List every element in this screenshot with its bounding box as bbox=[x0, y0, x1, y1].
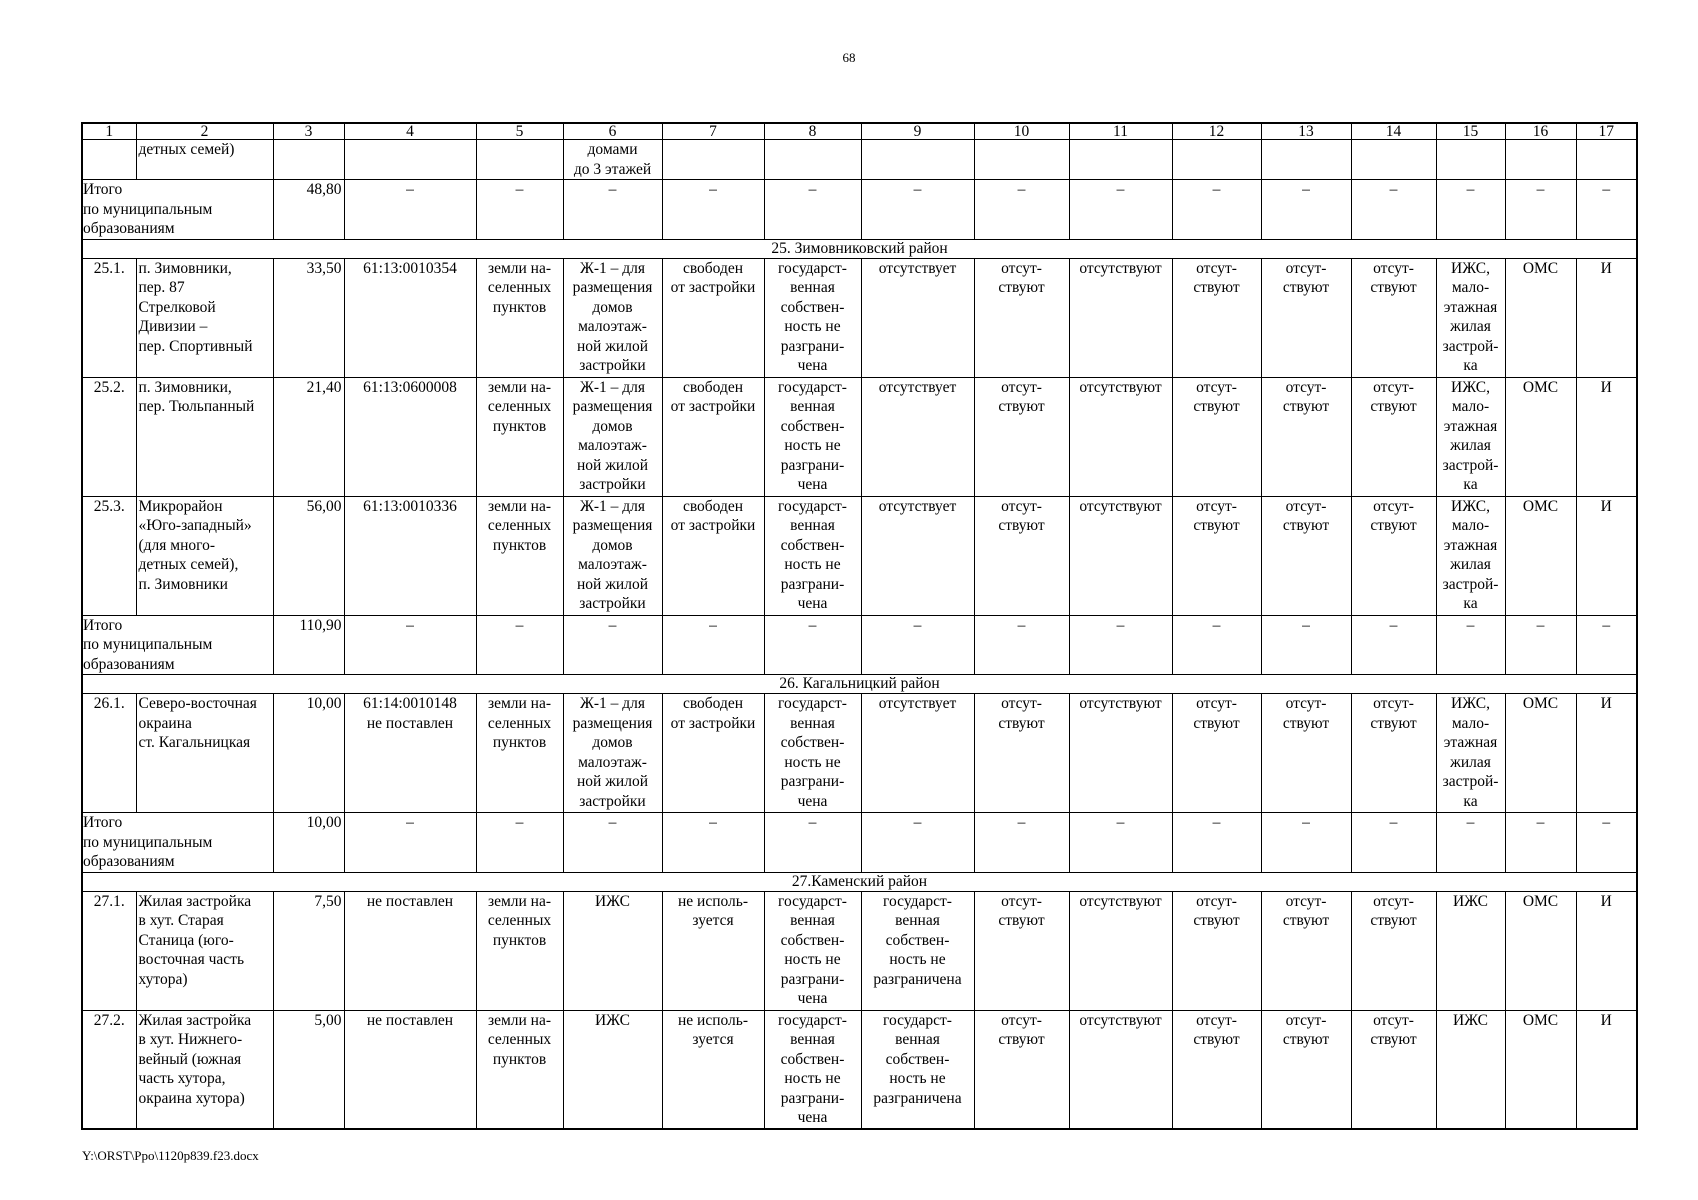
building-status: свободен от застройки bbox=[662, 377, 764, 496]
col10: отсут- ствуют bbox=[974, 258, 1069, 377]
col17: И bbox=[1576, 891, 1637, 1010]
section-title: 26. Кагальницкий район bbox=[82, 675, 1637, 694]
col-header: 15 bbox=[1436, 123, 1505, 140]
dash: – bbox=[1172, 615, 1261, 675]
table-row bbox=[82, 891, 1637, 1010]
page-number: 68 bbox=[842, 50, 856, 65]
col9: государст- венная собствен- ность не разграничена bbox=[861, 891, 974, 1010]
land-category: земли на- селенных пунктов bbox=[476, 377, 563, 496]
col14: отсут- ствуют bbox=[1351, 1010, 1436, 1129]
ownership: государст- венная собствен- ность не разграни- чена bbox=[764, 694, 861, 813]
col9: отсутствует bbox=[861, 258, 974, 377]
total-area: 110,90 bbox=[273, 615, 344, 675]
dash: – bbox=[476, 180, 563, 240]
section-title: 27.Каменский район bbox=[82, 872, 1637, 891]
dash: – bbox=[1505, 180, 1576, 240]
section-title: 25. Зимовниковский район bbox=[82, 239, 1637, 258]
zone-cell: ИЖС bbox=[563, 891, 662, 1010]
area: 33,50 bbox=[273, 258, 344, 377]
ownership: государст- венная собствен- ность не разграни- чена bbox=[764, 258, 861, 377]
use-type: ИЖС, мало- этажная жилая застрой- ка bbox=[1436, 258, 1505, 377]
col9: государст- венная собствен- ность не разграничена bbox=[861, 1010, 974, 1129]
col11: отсутствуют bbox=[1069, 258, 1172, 377]
col10: отсут- ствуют bbox=[974, 377, 1069, 496]
plot-name: детных семей) bbox=[136, 140, 273, 180]
zone-cell: ИЖС bbox=[563, 1010, 662, 1129]
col17: И bbox=[1576, 496, 1637, 615]
dash: – bbox=[861, 615, 974, 675]
table-row bbox=[82, 1010, 1637, 1129]
section-row bbox=[82, 872, 1637, 891]
zone-cell: Ж-1 – для размещения домов малоэтаж- ной жилой застройки bbox=[563, 694, 662, 813]
col10: отсут- ствуют bbox=[974, 694, 1069, 813]
col13: отсут- ствуют bbox=[1261, 496, 1351, 615]
row-number: 26.1. bbox=[82, 694, 136, 813]
land-plots-table bbox=[81, 122, 1638, 1130]
ownership: государст- венная собствен- ность не разграни- чена bbox=[764, 891, 861, 1010]
col14: отсут- ствуют bbox=[1351, 496, 1436, 615]
total-row bbox=[82, 615, 1637, 675]
dash: – bbox=[764, 180, 861, 240]
col-header: 6 bbox=[563, 123, 662, 140]
col-header: 7 bbox=[662, 123, 764, 140]
col-header: 8 bbox=[764, 123, 861, 140]
row-number: 25.1. bbox=[82, 258, 136, 377]
total-row bbox=[82, 813, 1637, 873]
ownership: государст- венная собствен- ность не разграни- чена bbox=[764, 1010, 861, 1129]
col12: отсут- ствуют bbox=[1172, 496, 1261, 615]
table-row bbox=[82, 258, 1637, 377]
col12: отсут- ствуют bbox=[1172, 258, 1261, 377]
col13: отсут- ствуют bbox=[1261, 1010, 1351, 1129]
authority: ОМС bbox=[1505, 891, 1576, 1010]
row-number: 25.3. bbox=[82, 496, 136, 615]
col13: отсут- ствуют bbox=[1261, 258, 1351, 377]
col9: отсутствует bbox=[861, 377, 974, 496]
area: 10,00 bbox=[273, 694, 344, 813]
dash: – bbox=[1261, 180, 1351, 240]
dash: – bbox=[1172, 813, 1261, 873]
cadastral-number: не поставлен bbox=[344, 891, 476, 1010]
dash: – bbox=[662, 813, 764, 873]
col11: отсутствуют bbox=[1069, 377, 1172, 496]
dash: – bbox=[1351, 615, 1436, 675]
col17: И bbox=[1576, 377, 1637, 496]
cadastral-number: не поставлен bbox=[344, 1010, 476, 1129]
land-category: земли на- селенных пунктов bbox=[476, 496, 563, 615]
use-type: ИЖС, мало- этажная жилая застрой- ка bbox=[1436, 496, 1505, 615]
area: 56,00 bbox=[273, 496, 344, 615]
use-type: ИЖС, мало- этажная жилая застрой- ка bbox=[1436, 377, 1505, 496]
plot-name: Жилая застройка в хут. Нижнего- вейный (южная часть хутора, окраина хутора) bbox=[136, 1010, 273, 1129]
col10: отсут- ствуют bbox=[974, 891, 1069, 1010]
authority: ОМС bbox=[1505, 694, 1576, 813]
col-header: 3 bbox=[273, 123, 344, 140]
cadastral-number: 61:14:0010148 не поставлен bbox=[344, 694, 476, 813]
dash: – bbox=[563, 180, 662, 240]
area: 7,50 bbox=[273, 891, 344, 1010]
col13: отсут- ствуют bbox=[1261, 377, 1351, 496]
total-label: Итого по муниципальным образованиям bbox=[82, 615, 273, 675]
column-number-row bbox=[82, 123, 1637, 140]
col-header: 1 bbox=[82, 123, 136, 140]
col-header: 5 bbox=[476, 123, 563, 140]
plot-name: п. Зимовники, пер. 87 Стрелковой Дивизии – пер. Спортивный bbox=[136, 258, 273, 377]
plot-name: Жилая застройка в хут. Старая Станица (юго- восточная часть хутора) bbox=[136, 891, 273, 1010]
building-status: не исполь- зуется bbox=[662, 891, 764, 1010]
dash: – bbox=[1436, 180, 1505, 240]
col17: И bbox=[1576, 258, 1637, 377]
section-row bbox=[82, 675, 1637, 694]
plot-name: п. Зимовники, пер. Тюльпанный bbox=[136, 377, 273, 496]
col17: И bbox=[1576, 1010, 1637, 1129]
dash: – bbox=[563, 813, 662, 873]
col-header: 10 bbox=[974, 123, 1069, 140]
building-status: свободен от застройки bbox=[662, 694, 764, 813]
dash: – bbox=[1351, 180, 1436, 240]
dash: – bbox=[974, 615, 1069, 675]
dash: – bbox=[563, 615, 662, 675]
ownership: государст- венная собствен- ность не разграни- чена bbox=[764, 377, 861, 496]
zone-cell: Ж-1 – для размещения домов малоэтаж- ной жилой застройки bbox=[563, 258, 662, 377]
col-header: 13 bbox=[1261, 123, 1351, 140]
use-type: ИЖС bbox=[1436, 1010, 1505, 1129]
col-header: 9 bbox=[861, 123, 974, 140]
dash: – bbox=[1069, 813, 1172, 873]
col9: отсутствует bbox=[861, 694, 974, 813]
zone-cell: домами до 3 этажей bbox=[563, 140, 662, 180]
dash: – bbox=[476, 615, 563, 675]
col14: отсут- ствуют bbox=[1351, 377, 1436, 496]
land-category: земли на- селенных пунктов bbox=[476, 1010, 563, 1129]
row-number: 25.2. bbox=[82, 377, 136, 496]
dash: – bbox=[1505, 813, 1576, 873]
cadastral-number: 61:13:0010336 bbox=[344, 496, 476, 615]
land-category: земли на- селенных пунктов bbox=[476, 891, 563, 1010]
table-row bbox=[82, 694, 1637, 813]
land-category: земли на- селенных пунктов bbox=[476, 258, 563, 377]
dash: – bbox=[1351, 813, 1436, 873]
dash: – bbox=[344, 813, 476, 873]
dash: – bbox=[662, 615, 764, 675]
col-header: 2 bbox=[136, 123, 273, 140]
cadastral-number: 61:13:0600008 bbox=[344, 377, 476, 496]
col-header: 12 bbox=[1172, 123, 1261, 140]
col13: отсут- ствуют bbox=[1261, 891, 1351, 1010]
col14: отсут- ствуют bbox=[1351, 258, 1436, 377]
dash: – bbox=[1261, 615, 1351, 675]
total-label: Итого по муниципальным образованиям bbox=[82, 813, 273, 873]
section-row bbox=[82, 239, 1637, 258]
cadastral-number: 61:13:0010354 bbox=[344, 258, 476, 377]
area: 21,40 bbox=[273, 377, 344, 496]
dash: – bbox=[974, 180, 1069, 240]
building-status: свободен от застройки bbox=[662, 258, 764, 377]
ownership: государст- венная собствен- ность не разграни- чена bbox=[764, 496, 861, 615]
dash: – bbox=[861, 180, 974, 240]
total-row bbox=[82, 180, 1637, 240]
dash: – bbox=[476, 813, 563, 873]
dash: – bbox=[1505, 615, 1576, 675]
row-number: 27.2. bbox=[82, 1010, 136, 1129]
table-row bbox=[82, 140, 1637, 180]
table-row bbox=[82, 377, 1637, 496]
dash: – bbox=[764, 615, 861, 675]
authority: ОМС bbox=[1505, 1010, 1576, 1129]
building-status: свободен от застройки bbox=[662, 496, 764, 615]
dash: – bbox=[1436, 615, 1505, 675]
dash: – bbox=[662, 180, 764, 240]
dash: – bbox=[1576, 813, 1637, 873]
zone-cell: Ж-1 – для размещения домов малоэтаж- ной жилой застройки bbox=[563, 496, 662, 615]
use-type: ИЖС, мало- этажная жилая застрой- ка bbox=[1436, 694, 1505, 813]
dash: – bbox=[1576, 180, 1637, 240]
building-status: не исполь- зуется bbox=[662, 1010, 764, 1129]
dash: – bbox=[1069, 180, 1172, 240]
dash: – bbox=[974, 813, 1069, 873]
authority: ОМС bbox=[1505, 496, 1576, 615]
col11: отсутствуют bbox=[1069, 891, 1172, 1010]
plot-name: Северо-восточная окраина ст. Кагальницкая bbox=[136, 694, 273, 813]
dash: – bbox=[1069, 615, 1172, 675]
dash: – bbox=[1261, 813, 1351, 873]
col9: отсутствует bbox=[861, 496, 974, 615]
total-label: Итого по муниципальным образованиям bbox=[82, 180, 273, 240]
total-area: 48,80 bbox=[273, 180, 344, 240]
col12: отсут- ствуют bbox=[1172, 377, 1261, 496]
col12: отсут- ствуют bbox=[1172, 1010, 1261, 1129]
total-area: 10,00 bbox=[273, 813, 344, 873]
col14: отсут- ствуют bbox=[1351, 694, 1436, 813]
col13: отсут- ствуют bbox=[1261, 694, 1351, 813]
col11: отсутствуют bbox=[1069, 1010, 1172, 1129]
dash: – bbox=[344, 615, 476, 675]
col-header: 16 bbox=[1505, 123, 1576, 140]
dash: – bbox=[1436, 813, 1505, 873]
zone-cell: Ж-1 – для размещения домов малоэтаж- ной жилой застройки bbox=[563, 377, 662, 496]
area: 5,00 bbox=[273, 1010, 344, 1129]
table-row bbox=[82, 496, 1637, 615]
col-header: 11 bbox=[1069, 123, 1172, 140]
dash: – bbox=[1172, 180, 1261, 240]
col11: отсутствуют bbox=[1069, 496, 1172, 615]
col-header: 17 bbox=[1576, 123, 1637, 140]
row-number: 27.1. bbox=[82, 891, 136, 1010]
col10: отсут- ствуют bbox=[974, 496, 1069, 615]
authority: ОМС bbox=[1505, 377, 1576, 496]
dash: – bbox=[1576, 615, 1637, 675]
col-header: 14 bbox=[1351, 123, 1436, 140]
use-type: ИЖС bbox=[1436, 891, 1505, 1010]
col14: отсут- ствуют bbox=[1351, 891, 1436, 1010]
authority: ОМС bbox=[1505, 258, 1576, 377]
col10: отсут- ствуют bbox=[974, 1010, 1069, 1129]
land-category: земли на- селенных пунктов bbox=[476, 694, 563, 813]
col12: отсут- ствуют bbox=[1172, 694, 1261, 813]
col17: И bbox=[1576, 694, 1637, 813]
col11: отсутствуют bbox=[1069, 694, 1172, 813]
dash: – bbox=[344, 180, 476, 240]
col-header: 4 bbox=[344, 123, 476, 140]
plot-name: Микрорайон «Юго-западный» (для много- детных семей), п. Зимовники bbox=[136, 496, 273, 615]
dash: – bbox=[764, 813, 861, 873]
dash: – bbox=[861, 813, 974, 873]
col12: отсут- ствуют bbox=[1172, 891, 1261, 1010]
file-path-footer: Y:\ORST\Ppo\1120p839.f23.docx bbox=[82, 1148, 259, 1163]
